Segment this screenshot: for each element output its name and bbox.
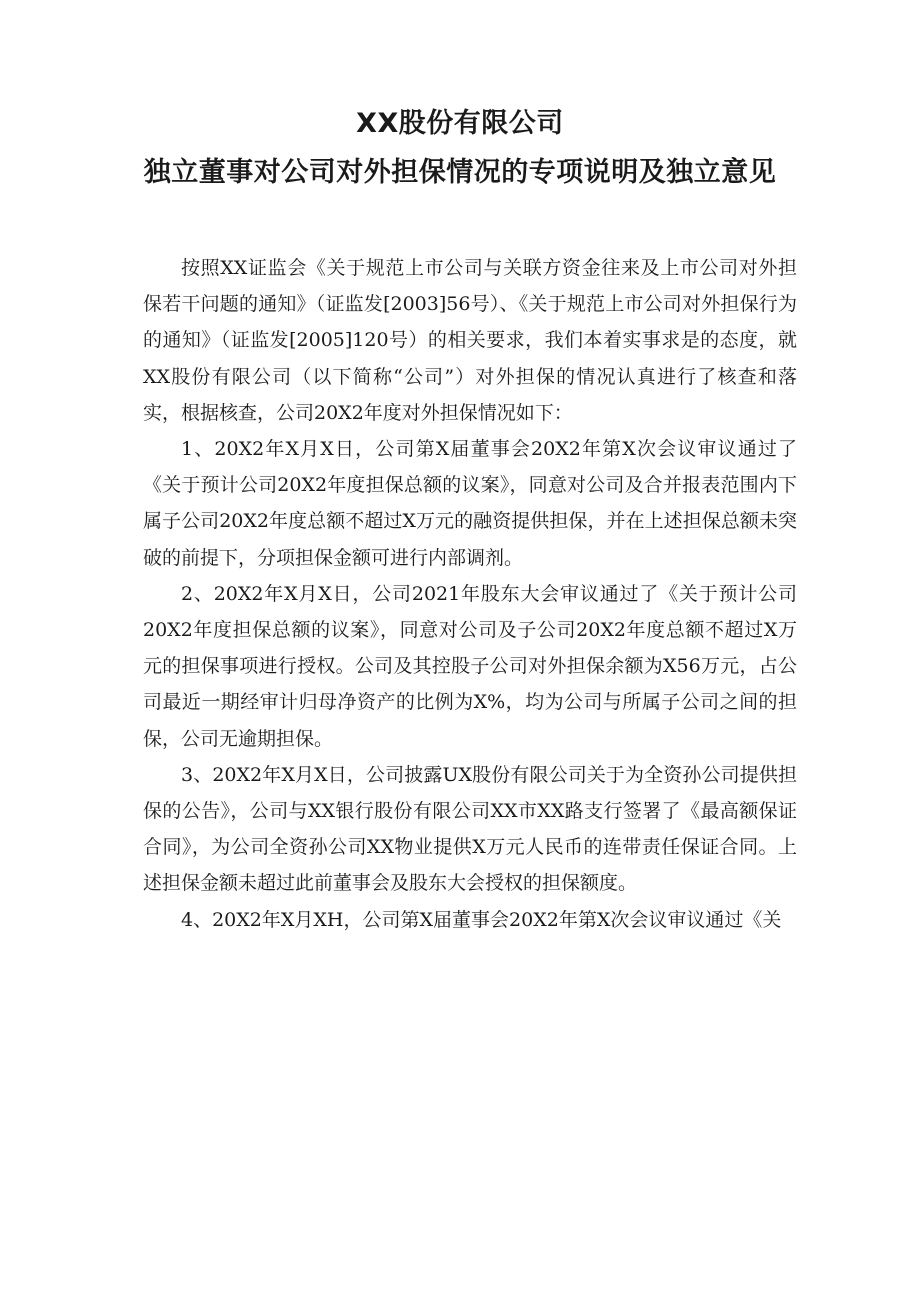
paragraph-intro: 按照XX证监会《关于规范上市公司与关联方资金往来及上市公司对外担保若干问题的通知》（证监发[2003]56号）、《关于规范上市公司对外担保行为的通知》（证监发[2005]120号）的相关要求，我们本着实事求是的态度，就XX股份有限公司（以下简称“公司”）对外担保的情况认真进行了核查和落实，根据核查，公司20X2年度对外担保情况如下： [143,257,797,424]
document-subtitle: 独立董事对公司对外担保情况的专项说明及独立意见 [143,157,777,188]
paragraph-item-2: 2、20X2年X月X日，公司2021年股东大会审议通过了《关于预计公司20X2年度担保总额的议案》，同意对公司及子公司20X2年度总额不超过X万元的担保事项进行授权。公司及其控股子公司对外担保余额为X56万元，占公司最近一期经审计归母净资产的比例为X%，均为公司与所属子公司之间的担保，公司无逾期担保。 [143,582,797,750]
document-title: XX股份有限公司 [356,108,564,139]
paragraph-item-4: 4、20X2年X月XH，公司第X届董事会20X2年第X次会议审议通过《关 [181,908,782,931]
document-body [143,250,797,938]
paragraph-item-3: 3、20X2年X月X日，公司披露UX股份有限公司关于为全资孙公司提供担保的公告》，公司与XX银行股份有限公司XX市XX路支行签署了《最高额保证合同》，为公司全资孙公司XX物业提供X万元人民币的连带责任保证合同。上述担保金额未超过此前董事会及股东大会授权的担保额度。 [143,763,797,895]
paragraph-item-1: 1、20X2年X月X日，公司第X届董事会20X2年第X次会议审议通过了《关于预计公司20X2年度担保总额的议案》，同意对公司及合并报表范围内下属子公司20X2年度总额不超过X万元的融资提供担保，并在上述担保总额未突破的前提下，分项担保金额可进行内部调剂。 [143,438,797,569]
